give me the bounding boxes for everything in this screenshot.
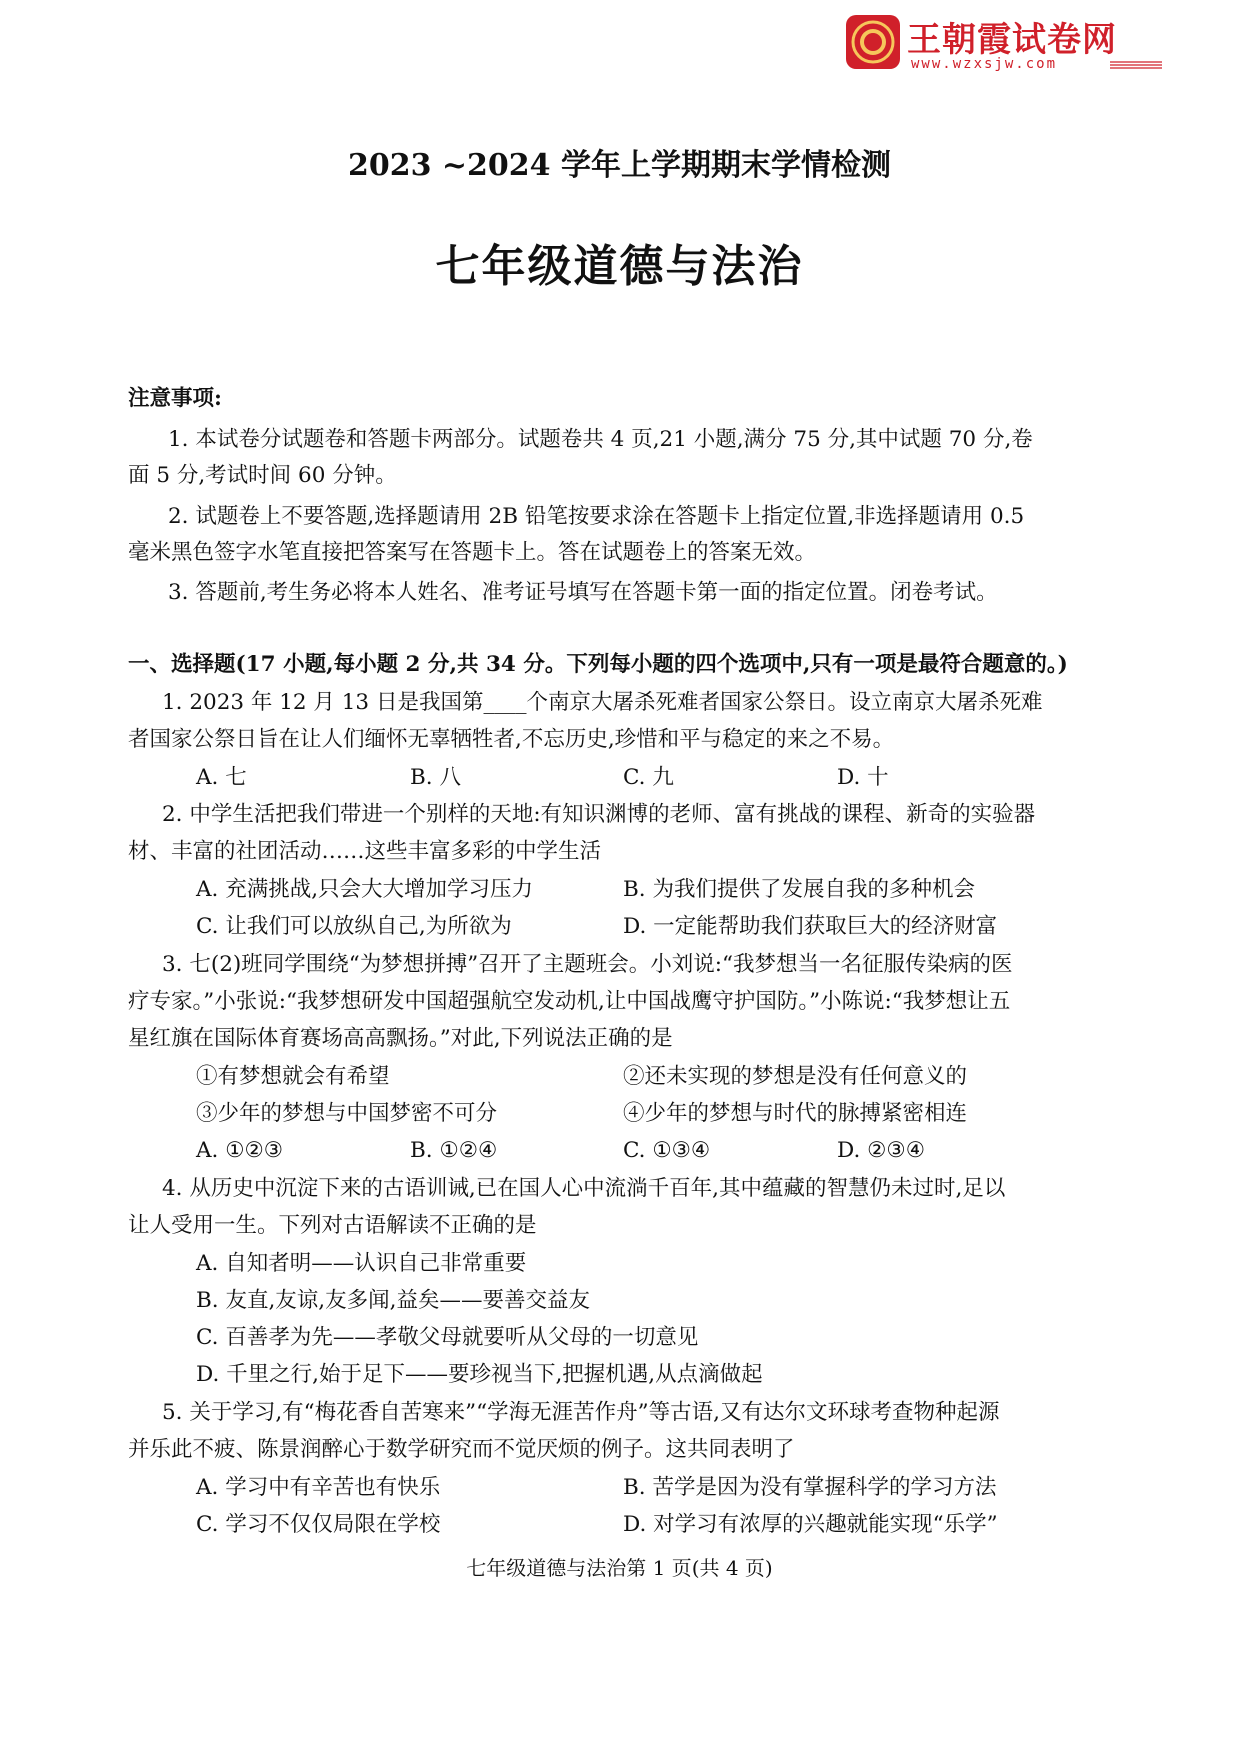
page-footer: 七年级道德与法治第 1 页(共 4 页)	[466, 1556, 773, 1580]
q4-option-a[interactable]: A. 自知者明——认识自己非常重要	[196, 1251, 527, 1276]
notice-item-1-line-2: 面 5 分,考试时间 60 分钟。	[128, 463, 397, 488]
q3-statement-1: ①有梦想就会有希望	[196, 1064, 390, 1089]
q5-option-d[interactable]: D. 对学习有浓厚的兴趣就能实现“乐学”	[623, 1512, 998, 1537]
q3-stem-line-1: 3. 七(2)班同学围绕“为梦想拼搏”召开了主题班会。小刘说:“我梦想当一名征服传染病的医	[162, 952, 1013, 977]
q4-option-c[interactable]: C. 百善孝为先——孝敬父母就要听从父母的一切意见	[196, 1325, 699, 1350]
logo-url[interactable]: www.wzxsjw.com	[911, 56, 1058, 72]
q2-option-d[interactable]: D. 一定能帮助我们获取巨大的经济财富	[623, 914, 998, 939]
decorative-stripes-icon	[1110, 60, 1162, 70]
q1-option-b[interactable]: B. 八	[410, 765, 461, 790]
notice-heading: 注意事项:	[128, 386, 222, 411]
site-logo[interactable]	[845, 10, 1165, 76]
q3-statement-3: ③少年的梦想与中国梦密不可分	[196, 1101, 498, 1126]
q5-stem-line-1: 5. 关于学习,有“梅花香自苦寒来”“学海无涯苦作舟”等古语,又有达尔文环球考查物种起源	[162, 1400, 1000, 1425]
q4-option-b[interactable]: B. 友直,友谅,友多闻,益矣——要善交益友	[196, 1288, 590, 1313]
q2-option-c[interactable]: C. 让我们可以放纵自己,为所欲为	[196, 914, 512, 939]
q5-option-b[interactable]: B. 苦学是因为没有掌握科学的学习方法	[623, 1475, 997, 1500]
q3-statement-4: ④少年的梦想与时代的脉搏紧密相连	[623, 1101, 968, 1126]
notice-item-3: 3. 答题前,考生务必将本人姓名、准考证号填写在答题卡第一面的指定位置。闭卷考试。	[168, 580, 998, 605]
notice-item-2-line-1: 2. 试题卷上不要答题,选择题请用 2B 铅笔按要求涂在答题卡上指定位置,非选择题请用 0.5	[168, 504, 1025, 529]
q4-stem-line-2: 让人受用一生。下列对古语解读不正确的是	[128, 1213, 537, 1238]
q2-option-b[interactable]: B. 为我们提供了发展自我的多种机会	[623, 877, 975, 902]
q2-stem-line-1: 2. 中学生活把我们带进一个别样的天地:有知识渊博的老师、富有挑战的课程、新奇的实验器	[162, 802, 1036, 827]
q2-option-a[interactable]: A. 充满挑战,只会大大增加学习压力	[196, 877, 534, 902]
q3-stem-line-3: 星红旗在国际体育赛场高高飘扬。”对此,下列说法正确的是	[128, 1026, 673, 1051]
q5-option-c[interactable]: C. 学习不仅仅局限在学校	[196, 1512, 441, 1537]
q2-stem-line-2: 材、丰富的社团活动……这些丰富多彩的中学生活	[128, 839, 602, 864]
q3-option-c[interactable]: C. ①③④	[623, 1138, 711, 1163]
q1-option-d[interactable]: D. 十	[837, 765, 889, 790]
q5-stem-line-2: 并乐此不疲、陈景润醉心于数学研究而不觉厌烦的例子。这共同表明了	[128, 1437, 795, 1462]
subject-title: 七年级道德与法治	[435, 241, 804, 292]
q3-option-d[interactable]: D. ②③④	[837, 1138, 925, 1163]
seal-icon	[845, 14, 901, 70]
q3-stem-line-2: 疗专家。”小张说:“我梦想研发中国超强航空发动机,让中国战鹰守护国防。”小陈说:“我梦想让五	[128, 989, 1011, 1014]
q1-stem-line-2: 者国家公祭日旨在让人们缅怀无辜牺牲者,不忘历史,珍惜和平与稳定的来之不易。	[128, 727, 895, 752]
q3-statement-2: ②还未实现的梦想是没有任何意义的	[623, 1064, 968, 1089]
q1-option-a[interactable]: A. 七	[196, 765, 247, 790]
q1-stem-line-1: 1. 2023 年 12 月 13 日是我国第____个南京大屠杀死难者国家公祭日。设立南京大屠杀死难	[162, 690, 1043, 715]
q1-option-c[interactable]: C. 九	[623, 765, 674, 790]
q4-option-d[interactable]: D. 千里之行,始于足下——要珍视当下,把握机遇,从点滴做起	[196, 1362, 763, 1387]
q3-option-b[interactable]: B. ①②④	[410, 1138, 498, 1163]
section-heading: 一、选择题(17 小题,每小题 2 分,共 34 分。下列每小题的四个选项中,只有一项是最符合题意的。)	[128, 652, 1068, 677]
logo-name: 王朝霞试卷网	[907, 20, 1117, 60]
exam-title: 2023 ~2024 学年上学期期末学情检测	[347, 148, 892, 183]
q4-stem-line-1: 4. 从历史中沉淀下来的古语训诫,已在国人心中流淌千百年,其中蕴藏的智慧仍未过时,足以	[162, 1176, 1006, 1201]
q5-option-a[interactable]: A. 学习中有辛苦也有快乐	[196, 1475, 441, 1500]
q3-option-a[interactable]: A. ①②③	[196, 1138, 284, 1163]
notice-item-2-line-2: 毫米黑色签字水笔直接把答案写在答题卡上。答在试题卷上的答案无效。	[128, 540, 817, 565]
notice-item-1-line-1: 1. 本试卷分试题卷和答题卡两部分。试题卷共 4 页,21 小题,满分 75 分,其中试题 70 分,卷	[168, 427, 1033, 452]
